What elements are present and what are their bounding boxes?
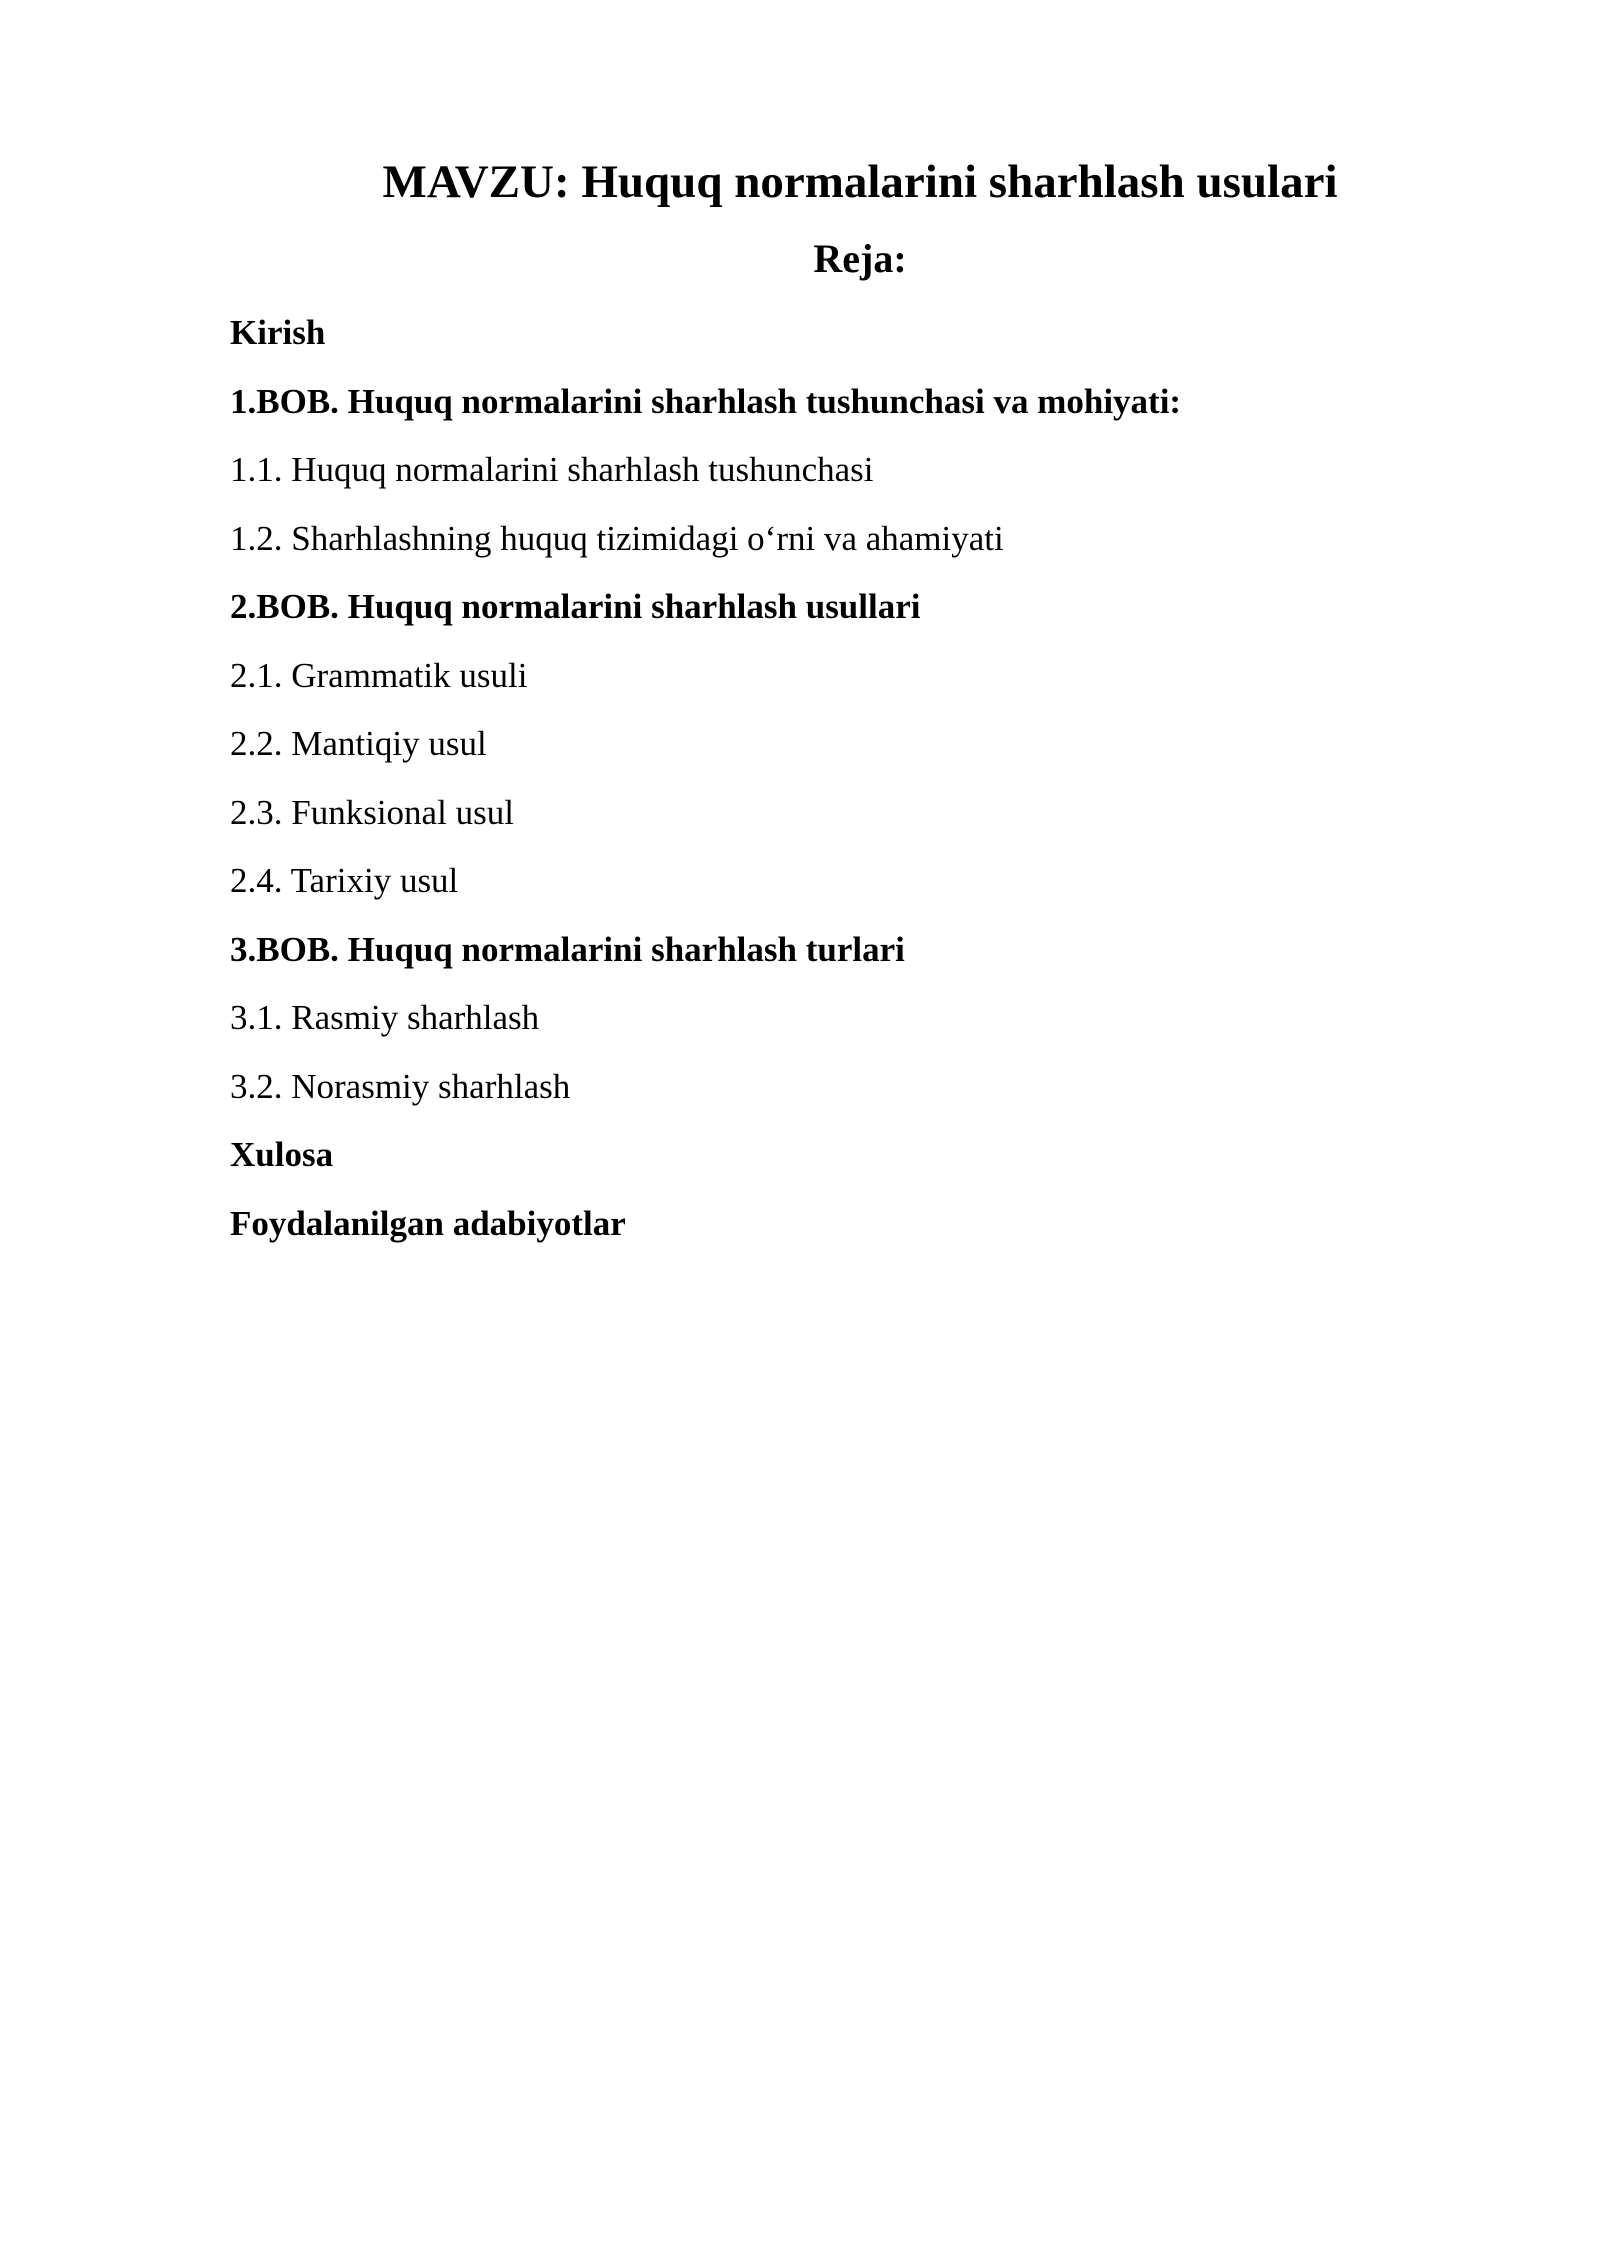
toc-item-section-2-1: 2.1. Grammatik usuli <box>230 655 528 695</box>
toc-item-section-1-1: 1.1. Huquq normalarini sharhlash tushunchasi <box>230 450 874 489</box>
toc-item-references: Foydalanilgan adabiyotlar <box>230 1203 626 1243</box>
toc-item-chapter-3: 3.BOB. Huquq normalarini sharhlash turlari <box>230 929 905 969</box>
plan-heading: Reja: <box>813 236 907 281</box>
page-title: MAVZU: Huquq normalarini sharhlash usulari <box>382 156 1338 208</box>
toc-item-chapter-2: 2.BOB. Huquq normalarini sharhlash usullari <box>230 587 921 626</box>
toc-item-chapter-1: 1.BOB. Huquq normalarini sharhlash tushunchasi va mohiyati: <box>230 381 1182 421</box>
toc-item-section-2-2: 2.2. Mantiqiy usul <box>230 724 487 763</box>
toc-item-section-3-1: 3.1. Rasmiy sharhlash <box>230 998 540 1037</box>
toc-item-xulosa: Xulosa <box>230 1135 334 1174</box>
table-of-contents <box>230 305 1480 1264</box>
toc-item-section-2-3: 2.3. Funksional usul <box>230 792 514 832</box>
toc-item-section-1-2: 1.2. Sharhlashning huquq tizimidagi o‘rni va ahamiyati <box>230 518 1004 558</box>
toc-item-section-3-2: 3.2. Norasmiy sharhlash <box>230 1066 571 1106</box>
toc-item-kirish: Kirish <box>230 313 326 352</box>
toc-item-section-2-4: 2.4. Tarixiy usul <box>230 861 459 900</box>
